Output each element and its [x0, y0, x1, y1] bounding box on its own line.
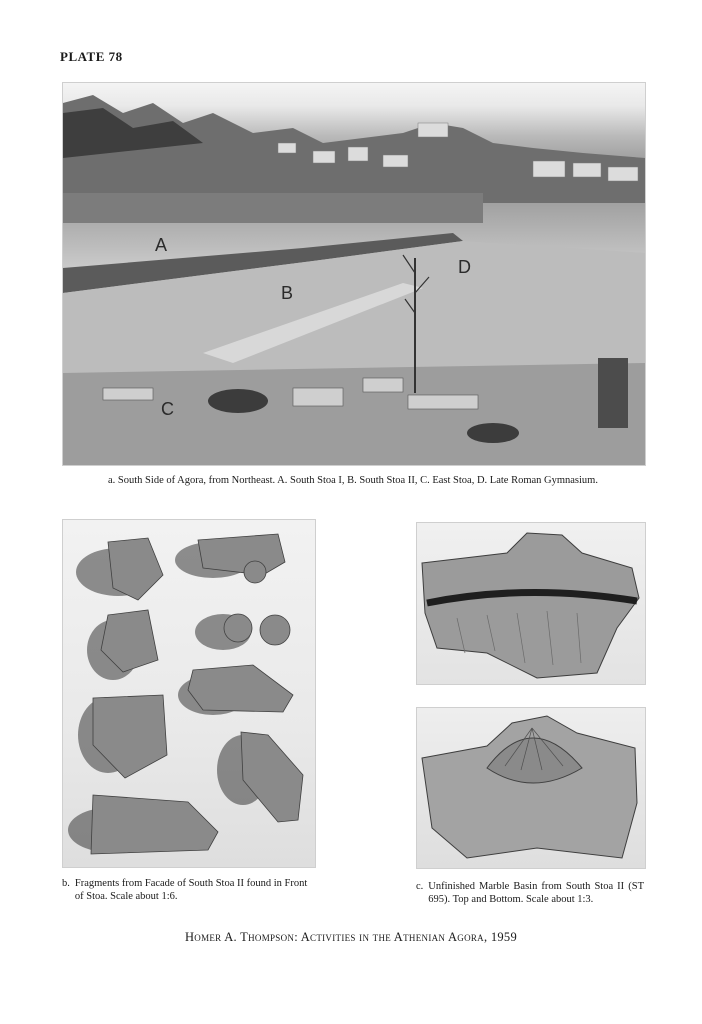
marble-basin-top-scene [417, 523, 645, 684]
marble-basin-bottom-scene [417, 708, 645, 868]
figure-c-prefix: c. [416, 881, 424, 892]
facade-fragments-scene [63, 520, 315, 867]
figure-b-caption-text: Fragments from Facade of South Stoa II found in Front of Stoa. Scale about 1:6. [74, 878, 308, 902]
author-footer: Homer A. Thompson: Activities in the Athenian Agora, 1959 [184, 930, 518, 944]
figure-b-caption [62, 877, 317, 903]
figure-a-caption: a. South Side of Agora, from Northeast. A. South Stoa I, B. South Stoa II, C. East Stoa, D. Late Roman Gymnasium. [108, 475, 598, 486]
figure-c-caption-text: Unfinished Marble Basin from South Stoa II (ST 695). Top and Bottom. Scale about 1:3. [428, 881, 644, 905]
photo-label-d: D [458, 257, 471, 277]
photo-label-b: B [281, 283, 294, 303]
plate-number: PLATE 78 [60, 49, 123, 64]
photo-label-a: A [155, 235, 168, 255]
facade-fragments-photo [62, 519, 316, 868]
marble-basin-bottom-photo [416, 707, 646, 869]
marble-basin-top-photo [416, 522, 646, 685]
figure-b-prefix: b. [62, 878, 70, 889]
agora-south-side-photo [62, 82, 646, 466]
figure-c-caption [416, 880, 644, 906]
agora-site-scene [63, 83, 645, 465]
photo-label-c: C [161, 399, 174, 419]
